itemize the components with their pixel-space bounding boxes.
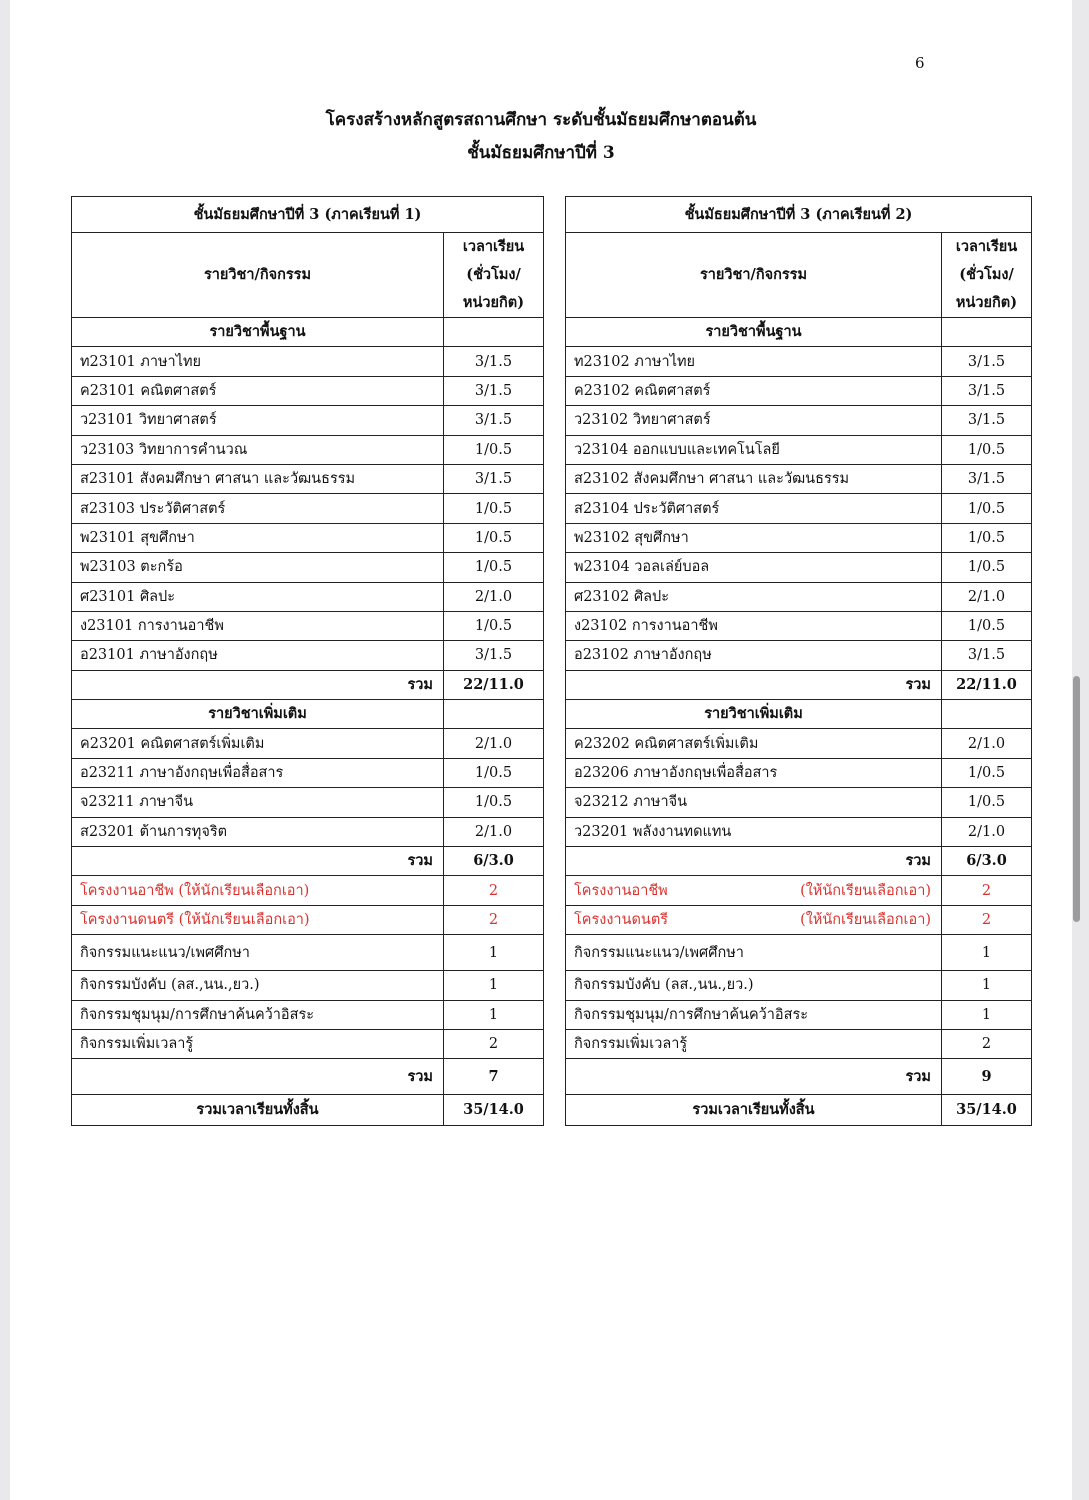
course-row — [72, 817, 544, 846]
course-name: ค23101 คณิตศาสตร์ — [72, 376, 444, 405]
course-name: ท23101 ภาษาไทย — [72, 347, 444, 376]
subject-column-header: รายวิชา/กิจกรรม — [72, 233, 444, 318]
empty-cell — [942, 318, 1032, 347]
project-row — [566, 876, 1032, 905]
activity-name: กิจกรรมเพิ่มเวลารู้ — [72, 1029, 444, 1058]
activity-hours: 1 — [444, 935, 544, 971]
semester-2-table — [565, 196, 1032, 1126]
hours-header-line: เวลาเรียน — [462, 238, 525, 255]
semester-heading-row — [72, 197, 544, 233]
project-note: (ให้นักเรียนเลือกเอา) — [178, 912, 310, 928]
activity-row — [72, 935, 544, 971]
hours-header-line: หน่วยกิต) — [955, 294, 1018, 311]
course-hours: 1/0.5 — [942, 494, 1032, 523]
subject-column-header: รายวิชา/กิจกรรม — [566, 233, 942, 318]
course-hours: 1/0.5 — [942, 611, 1032, 640]
project-name: โครงงานดนตรี — [80, 912, 175, 928]
activity-total-row — [566, 1059, 1032, 1095]
course-row — [566, 641, 1032, 670]
hours-column-header — [942, 233, 1032, 318]
project-name: โครงงานดนตรี — [574, 912, 669, 928]
course-hours: 2/1.0 — [444, 729, 544, 758]
activity-total-value: 9 — [942, 1059, 1032, 1095]
activity-hours: 2 — [942, 1029, 1032, 1058]
basic-section-row — [566, 318, 1032, 347]
activity-row — [72, 971, 544, 1000]
course-name: จ23212 ภาษาจีน — [566, 788, 942, 817]
semester-heading-row — [566, 197, 1032, 233]
course-row — [566, 729, 1032, 758]
project-hours: 2 — [444, 905, 544, 934]
course-hours: 2/1.0 — [444, 582, 544, 611]
course-hours: 2/1.0 — [444, 817, 544, 846]
grand-total-label: รวมเวลาเรียนทั้งสิ้น — [72, 1095, 444, 1126]
project-hours: 2 — [942, 905, 1032, 934]
hours-header-line: เวลาเรียน — [955, 238, 1018, 255]
hours-column-header — [444, 233, 544, 318]
course-hours: 3/1.5 — [444, 464, 544, 493]
empty-cell — [444, 318, 544, 347]
course-row — [566, 376, 1032, 405]
course-row — [566, 494, 1032, 523]
course-name: ค23202 คณิตศาสตร์เพิ่มเติม — [566, 729, 942, 758]
course-hours: 1/0.5 — [444, 523, 544, 552]
course-name: ว23102 วิทยาศาสตร์ — [566, 406, 942, 435]
course-row — [72, 347, 544, 376]
basic-total-value: 22/11.0 — [942, 670, 1032, 699]
page-title — [10, 104, 1072, 170]
semester-1-table — [71, 196, 544, 1126]
grand-total-row — [566, 1095, 1032, 1126]
course-name: อ23211 ภาษาอังกฤษเพื่อสื่อสาร — [72, 758, 444, 787]
activity-total-value: 7 — [444, 1059, 544, 1095]
course-row — [72, 611, 544, 640]
course-row — [566, 817, 1032, 846]
course-row — [566, 406, 1032, 435]
project-note: (ให้นักเรียนเลือกเอา) — [800, 882, 931, 899]
activity-total-row — [72, 1059, 544, 1095]
extra-total-row — [566, 847, 1032, 876]
course-name: อ23101 ภาษาอังกฤษ — [72, 641, 444, 670]
project-cell — [72, 876, 444, 905]
title-line-2: ชั้นมัธยมศึกษาปีที่ 3 — [467, 143, 615, 163]
course-name: ค23201 คณิตศาสตร์เพิ่มเติม — [72, 729, 444, 758]
extra-section-row — [566, 700, 1032, 729]
column-header-row — [72, 233, 544, 318]
course-name: พ23101 สุขศึกษา — [72, 523, 444, 552]
extra-section-row — [72, 700, 544, 729]
course-name: จ23211 ภาษาจีน — [72, 788, 444, 817]
course-name: ว23103 วิทยาการคำนวณ — [72, 435, 444, 464]
total-label: รวม — [72, 847, 444, 876]
course-name: ส23104 ประวัติศาสตร์ — [566, 494, 942, 523]
course-name: ศ23102 ศิลปะ — [566, 582, 942, 611]
course-row — [72, 788, 544, 817]
course-hours: 1/0.5 — [444, 788, 544, 817]
course-hours: 3/1.5 — [444, 347, 544, 376]
course-hours: 1/0.5 — [444, 435, 544, 464]
course-row — [566, 788, 1032, 817]
grand-total-row — [72, 1095, 544, 1126]
hours-header-line: (ชั่วโมง/ — [466, 266, 521, 283]
activity-row — [566, 1029, 1032, 1058]
course-hours: 3/1.5 — [444, 641, 544, 670]
total-label: รวม — [72, 670, 444, 699]
course-name: พ23103 ตะกร้อ — [72, 553, 444, 582]
course-hours: 3/1.5 — [942, 464, 1032, 493]
course-name: พ23102 สุขศึกษา — [566, 523, 942, 552]
course-row — [72, 553, 544, 582]
activity-hours: 1 — [942, 1000, 1032, 1029]
activity-row — [566, 1000, 1032, 1029]
course-row — [72, 406, 544, 435]
basic-total-value: 22/11.0 — [444, 670, 544, 699]
course-row — [72, 758, 544, 787]
basic-section-row — [72, 318, 544, 347]
activity-row — [566, 935, 1032, 971]
activity-name: กิจกรรมชุมนุม/การศึกษาค้นคว้าอิสระ — [72, 1000, 444, 1029]
course-row — [72, 494, 544, 523]
course-hours: 3/1.5 — [444, 406, 544, 435]
empty-cell — [444, 700, 544, 729]
activity-row — [566, 971, 1032, 1000]
course-name: ส23201 ต้านการทุจริต — [72, 817, 444, 846]
hours-header-line: หน่วยกิต) — [462, 294, 525, 311]
activity-row — [72, 1000, 544, 1029]
course-name: อ23206 ภาษาอังกฤษเพื่อสื่อสาร — [566, 758, 942, 787]
activity-name: กิจกรรมบังคับ (ลส.,นน.,ยว.) — [566, 971, 942, 1000]
course-hours: 1/0.5 — [942, 788, 1032, 817]
course-name: อ23102 ภาษาอังกฤษ — [566, 641, 942, 670]
extra-section-heading: รายวิชาเพิ่มเติม — [72, 700, 444, 729]
course-hours: 1/0.5 — [942, 758, 1032, 787]
activity-name: กิจกรรมแนะแนว/เพศศึกษา — [72, 935, 444, 971]
course-row — [72, 376, 544, 405]
semester-heading: ชั้นมัธยมศึกษาปีที่ 3 (ภาคเรียนที่ 1) — [72, 197, 544, 233]
course-row — [72, 582, 544, 611]
activity-hours: 1 — [942, 935, 1032, 971]
project-hours: 2 — [942, 876, 1032, 905]
basic-section-heading: รายวิชาพื้นฐาน — [566, 318, 942, 347]
course-row — [72, 523, 544, 552]
project-row — [72, 905, 544, 934]
extra-total-row — [72, 847, 544, 876]
activity-hours: 1 — [444, 1000, 544, 1029]
course-row — [72, 435, 544, 464]
course-name: ส23102 สังคมศึกษา ศาสนา และวัฒนธรรม — [566, 464, 942, 493]
course-row — [72, 464, 544, 493]
semester-heading: ชั้นมัธยมศึกษาปีที่ 3 (ภาคเรียนที่ 2) — [566, 197, 1032, 233]
course-row — [566, 435, 1032, 464]
grand-total-value: 35/14.0 — [444, 1095, 544, 1126]
course-row — [566, 464, 1032, 493]
course-name: ง23102 การงานอาชีพ — [566, 611, 942, 640]
course-hours: 1/0.5 — [444, 553, 544, 582]
activity-name: กิจกรรมเพิ่มเวลารู้ — [566, 1029, 942, 1058]
total-label: รวม — [566, 1059, 942, 1095]
total-label: รวม — [566, 670, 942, 699]
course-name: ส23103 ประวัติศาสตร์ — [72, 494, 444, 523]
course-hours: 3/1.5 — [942, 641, 1032, 670]
course-name: ง23101 การงานอาชีพ — [72, 611, 444, 640]
course-row — [566, 553, 1032, 582]
course-row — [566, 347, 1032, 376]
course-hours: 2/1.0 — [942, 729, 1032, 758]
activity-name: กิจกรรมชุมนุม/การศึกษาค้นคว้าอิสระ — [566, 1000, 942, 1029]
activity-name: กิจกรรมแนะแนว/เพศศึกษา — [566, 935, 942, 971]
course-name: ส23101 สังคมศึกษา ศาสนา และวัฒนธรรม — [72, 464, 444, 493]
empty-cell — [942, 700, 1032, 729]
activity-hours: 1 — [942, 971, 1032, 1000]
course-name: ว23104 ออกแบบและเทคโนโลยี — [566, 435, 942, 464]
total-label: รวม — [566, 847, 942, 876]
course-name: พ23104 วอลเล่ย์บอล — [566, 553, 942, 582]
basic-total-row — [566, 670, 1032, 699]
project-hours: 2 — [444, 876, 544, 905]
course-hours: 3/1.5 — [942, 406, 1032, 435]
activity-hours: 1 — [444, 971, 544, 1000]
activity-name: กิจกรรมบังคับ (ลส.,นน.,ยว.) — [72, 971, 444, 1000]
course-row — [566, 523, 1032, 552]
course-row — [566, 582, 1032, 611]
course-row — [72, 641, 544, 670]
activity-hours: 2 — [444, 1029, 544, 1058]
column-header-row — [566, 233, 1032, 318]
course-hours: 3/1.5 — [444, 376, 544, 405]
page-number: 6 — [915, 54, 925, 72]
project-row — [72, 876, 544, 905]
project-name: โครงงานอาชีพ — [574, 882, 668, 899]
course-name: ว23101 วิทยาศาสตร์ — [72, 406, 444, 435]
course-name: ศ23101 ศิลปะ — [72, 582, 444, 611]
project-name: โครงงานอาชีพ — [80, 882, 174, 899]
total-label: รวม — [72, 1059, 444, 1095]
vertical-scrollbar[interactable] — [1073, 676, 1080, 922]
project-cell — [72, 905, 444, 934]
basic-section-heading: รายวิชาพื้นฐาน — [72, 318, 444, 347]
basic-total-row — [72, 670, 544, 699]
course-row — [72, 729, 544, 758]
course-hours: 2/1.0 — [942, 582, 1032, 611]
course-hours: 1/0.5 — [444, 494, 544, 523]
hours-header-line: (ชั่วโมง/ — [959, 266, 1014, 283]
course-row — [566, 611, 1032, 640]
course-hours: 1/0.5 — [942, 435, 1032, 464]
course-hours: 1/0.5 — [444, 611, 544, 640]
activity-row — [72, 1029, 544, 1058]
project-note: (ให้นักเรียนเลือกเอา) — [178, 882, 310, 899]
project-row — [566, 905, 1032, 934]
extra-section-heading: รายวิชาเพิ่มเติม — [566, 700, 942, 729]
project-note: (ให้นักเรียนเลือกเอา) — [800, 912, 931, 928]
course-hours: 1/0.5 — [942, 523, 1032, 552]
project-cell — [566, 876, 942, 905]
course-hours: 2/1.0 — [942, 817, 1032, 846]
title-line-1: โครงสร้างหลักสูตรสถานศึกษา ระดับชั้นมัธยมศึกษาตอนต้น — [325, 110, 757, 130]
project-cell — [566, 905, 942, 934]
extra-total-value: 6/3.0 — [942, 847, 1032, 876]
course-hours: 1/0.5 — [942, 553, 1032, 582]
course-name: ท23102 ภาษาไทย — [566, 347, 942, 376]
grand-total-label: รวมเวลาเรียนทั้งสิ้น — [566, 1095, 942, 1126]
course-hours: 3/1.5 — [942, 376, 1032, 405]
course-row — [566, 758, 1032, 787]
course-name: ค23102 คณิตศาสตร์ — [566, 376, 942, 405]
grand-total-value: 35/14.0 — [942, 1095, 1032, 1126]
course-name: ว23201 พลังงานทดแทน — [566, 817, 942, 846]
extra-total-value: 6/3.0 — [444, 847, 544, 876]
course-hours: 3/1.5 — [942, 347, 1032, 376]
course-hours: 1/0.5 — [444, 758, 544, 787]
